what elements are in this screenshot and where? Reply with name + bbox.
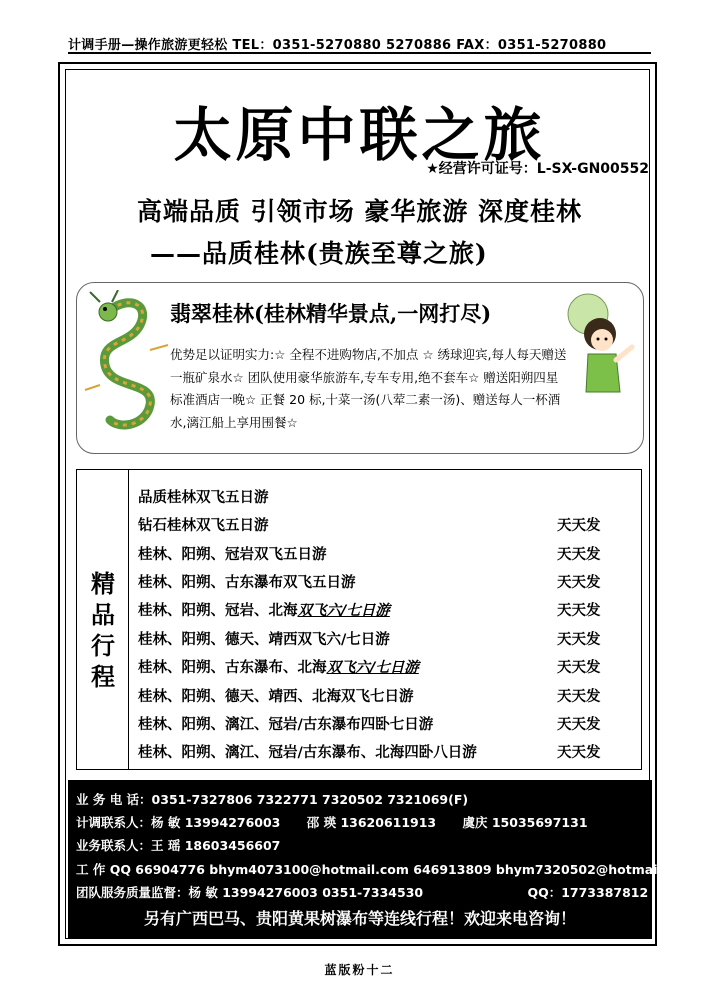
feature-title: 翡翠桂林(桂林精华景点,一网打尽) (170, 301, 492, 326)
feature-description: 优势足以证明实力:☆ 全程不进购物店,不加点 ☆ 绣球迎宾,每人每天赠送一瓶矿泉水☆ 团队使用豪华旅游车,专车专用,绝不套车☆ 赠送阳朔四星标准酒店一晚☆ 正餐 20 标,十菜一汤(八荤二素一汤)、赠送每人一杯酒水,漓江船上享用围餐☆ (170, 347, 567, 430)
itinerary-frequency: 天天发 (557, 660, 601, 676)
itinerary-row: 桂林、阳朔、古东瀑布双飞五日游 (138, 575, 356, 591)
itinerary-frequency: 天天发 (557, 603, 601, 619)
itinerary-frequency: 天天发 (557, 717, 601, 733)
license-number: ★经营许可证号：L-SX-GN00552 (426, 161, 649, 177)
slogan-line-1: 高端品质 引领市场 豪华旅游 深度桂林 (136, 197, 583, 226)
itinerary-row: 钻石桂林双飞五日游 (138, 518, 269, 534)
slogan-line-2: ——品质桂林(贵族至尊之旅) (150, 239, 488, 268)
itinerary-label (88, 568, 118, 692)
itinerary-row: 桂林、阳朔、冠岩双飞五日游 (138, 547, 327, 563)
itinerary-frequency: 天天发 (557, 575, 601, 591)
dragon-icon (80, 290, 175, 440)
itinerary-row: 桂林、阳朔、德天、靖西双飞六/七日游 (138, 632, 390, 648)
contact-footer: 另有广西巴马、贵阳黄果树瀑布等连线行程！欢迎来电咨询！ (143, 909, 576, 928)
agency-name: 太原中联之旅 (173, 101, 546, 169)
supervisor-phone: 团队服务质量监督：杨 敏 13994276003 0351-7334530 (76, 885, 424, 900)
biz-contact: 业务联系人：王 瑶 18603456607 (76, 838, 281, 853)
cartoon-girl-icon (558, 292, 638, 402)
business-phones: 业 务 电 话：0351-7327806 7322771 7320502 7321069(F) (76, 792, 469, 807)
itinerary-row: 品质桂林双飞五日游 (138, 490, 269, 506)
itinerary-divider (128, 469, 129, 770)
op-contact: 虞庆 15035697131 (462, 815, 588, 830)
header-tagline: 计调手册—操作旅游更轻松 TEL：0351-5270880 5270886 FAX：0351-5270880 (68, 34, 651, 54)
label-char: 品 (91, 600, 115, 629)
itinerary-frequency: 天天发 (557, 547, 601, 563)
contact-panel (68, 780, 696, 939)
itinerary-row: 桂林、阳朔、古东瀑布、北海双飞六/七日游 (138, 660, 419, 676)
itinerary-frequency: 天天发 (557, 745, 601, 761)
itinerary-frequency: 天天发 (557, 632, 601, 648)
label-char: 行 (91, 631, 115, 660)
itinerary-frequency: 天天发 (557, 518, 601, 534)
itinerary-row: 桂林、阳朔、漓江、冠岩/古东瀑布、北海四卧八日游 (138, 745, 477, 761)
op-contact: 计调联系人：杨 敏 13994276003 (76, 815, 281, 830)
op-contact: 邵 瑛 13620611913 (306, 815, 437, 830)
itinerary-frequency: 天天发 (557, 689, 601, 705)
itinerary-row: 桂林、阳朔、漓江、冠岩/古东瀑布四卧七日游 (138, 717, 434, 733)
supervisor-line (76, 883, 648, 901)
op-contacts (76, 813, 588, 831)
qq-email-line: 工 作 QQ 66904776 bhym4073100@hotmail.com 646913809 bhym7320502@hotmail.com (76, 862, 696, 877)
itinerary-row: 桂林、阳朔、冠岩、北海双飞六/七日游 (138, 603, 390, 619)
itinerary-row: 桂林、阳朔、德天、靖西、北海双飞七日游 (138, 689, 414, 705)
supervisor-qq: QQ：1773387812 (527, 885, 649, 900)
label-char: 精 (91, 569, 115, 598)
page-number: 蓝版粉十二 (324, 963, 395, 977)
label-char: 程 (91, 662, 115, 691)
